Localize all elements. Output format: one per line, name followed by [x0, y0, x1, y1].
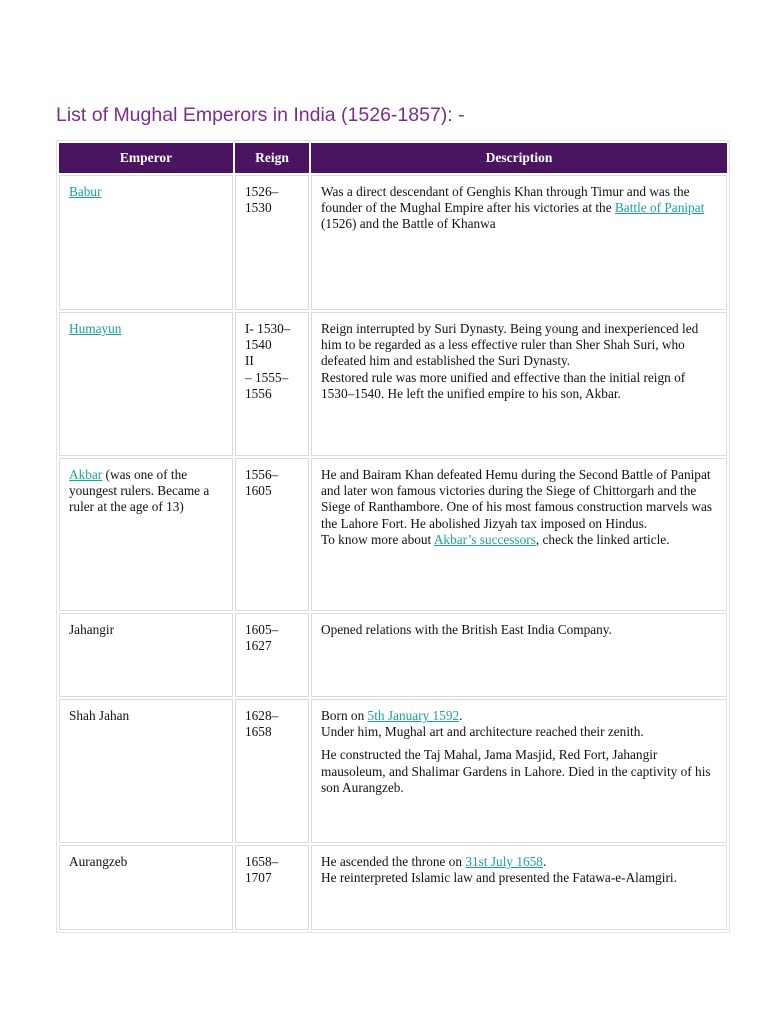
emperor-link-babur[interactable]: Babur: [69, 184, 102, 199]
description-cell: [311, 699, 727, 843]
table-row: [59, 613, 727, 697]
emperor-cell: [59, 845, 233, 930]
description-text: To know more about: [321, 531, 434, 547]
description-cell: [311, 175, 727, 310]
table-row: [59, 458, 727, 611]
description-text: Born on: [321, 708, 368, 723]
reign-line: 1530: [245, 200, 272, 216]
reign-cell: [235, 175, 309, 310]
reign-line: 1628–: [245, 708, 279, 723]
description-text: Was a direct descendant of Genghis Khan through Timur and was the founder of the Mughal Empire after his victories at the: [321, 184, 690, 216]
emperor-cell: [59, 312, 233, 456]
table-row: [59, 175, 727, 310]
description-text: Restored rule was more unified and effective than the initial reign of 1530–1540. He left the unified empire to his son, Akbar.: [321, 369, 686, 401]
reign-line: 1707: [245, 870, 272, 886]
reign-line: – 1555–: [245, 369, 289, 385]
reign-line: II: [245, 353, 254, 369]
table-header-row: [59, 143, 727, 173]
reign-line: 1658: [245, 724, 272, 740]
reign-cell: [235, 312, 309, 456]
reign-cell: [235, 458, 309, 611]
emperor-note: (was one of the youngest rulers. Became a ruler at the age of 13): [69, 467, 210, 515]
emperor-cell: [59, 699, 233, 843]
description-cell: [311, 613, 727, 697]
birth-date-link[interactable]: 5th January 1592: [367, 708, 460, 723]
reign-cell: [235, 613, 309, 697]
table-row: [59, 312, 727, 456]
reign-line: 1605: [245, 483, 272, 499]
description-text: He reinterpreted Islamic law and presented the Fatawa-e-Alamgiri.: [321, 870, 677, 886]
emperor-cell: [59, 175, 233, 310]
table-row: [59, 845, 727, 930]
page-title: List of Mughal Emperors in India (1526-1857): -: [56, 104, 465, 126]
reign-line: 1627: [245, 638, 272, 654]
description-text: .: [542, 854, 547, 869]
battle-of-panipat-link[interactable]: Battle of Panipat: [614, 200, 705, 216]
table-row: [59, 699, 727, 843]
description-text: He constructed the Taj Mahal, Jama Masjid, Red Fort, Jahangir mausoleum, and Shalimar Gardens in Lahore. Died in the captivity of his son Aurangzeb.: [321, 747, 711, 795]
description-cell: [311, 312, 727, 456]
reign-line: I- 1530–: [245, 321, 291, 336]
accession-date-link[interactable]: 31st July 1658: [465, 854, 543, 869]
column-header-description: Description: [311, 143, 727, 173]
emperor-name: Aurangzeb: [69, 854, 128, 869]
emperor-name: Shah Jahan: [69, 708, 130, 723]
description-text: .: [459, 708, 463, 723]
description-text: Reign interrupted by Suri Dynasty. Being young and inexperienced led him to be regarded as a less effective ruler than Sher Shah Suri, who defeated him and established the Suri Dynasty.: [321, 321, 699, 369]
description-text: He ascended the throne on: [321, 854, 466, 869]
description-cell: [311, 458, 727, 611]
emperor-link-humayun[interactable]: Humayun: [69, 321, 122, 336]
description-text: Opened relations with the British East India Company.: [321, 622, 612, 637]
reign-line: 1556–: [245, 467, 279, 482]
emperors-table: [56, 140, 730, 933]
reign-line: 1540: [245, 337, 272, 353]
reign-line: 1658–: [245, 854, 279, 869]
emperor-cell: [59, 613, 233, 697]
emperor-link-akbar[interactable]: Akbar: [69, 467, 103, 482]
description-text: He and Bairam Khan defeated Hemu during the Second Battle of Panipat and later won famous victories during the Siege of Chittorgarh and the Siege of Ranthambore. One of his most famous construction marvels was the Lahore Fort. He abolished Jizyah tax imposed on Hindus.: [321, 467, 713, 531]
description-text: , check the linked article.: [535, 531, 670, 547]
description-text: Under him, Mughal art and architecture reached their zenith.: [321, 724, 644, 740]
reign-cell: [235, 699, 309, 843]
description-text: (1526) and the Battle of Khanwa: [321, 216, 496, 232]
column-header-reign: Reign: [235, 143, 309, 173]
emperor-name: Jahangir: [69, 622, 115, 637]
reign-line: 1605–: [245, 622, 279, 637]
reign-cell: [235, 845, 309, 930]
column-header-emperor: Emperor: [59, 143, 233, 173]
reign-line: 1526–: [245, 184, 279, 199]
emperor-cell: [59, 458, 233, 611]
reign-line: 1556: [245, 385, 272, 401]
description-cell: [311, 845, 727, 930]
akbars-successors-link[interactable]: Akbar’s successors: [433, 531, 536, 547]
